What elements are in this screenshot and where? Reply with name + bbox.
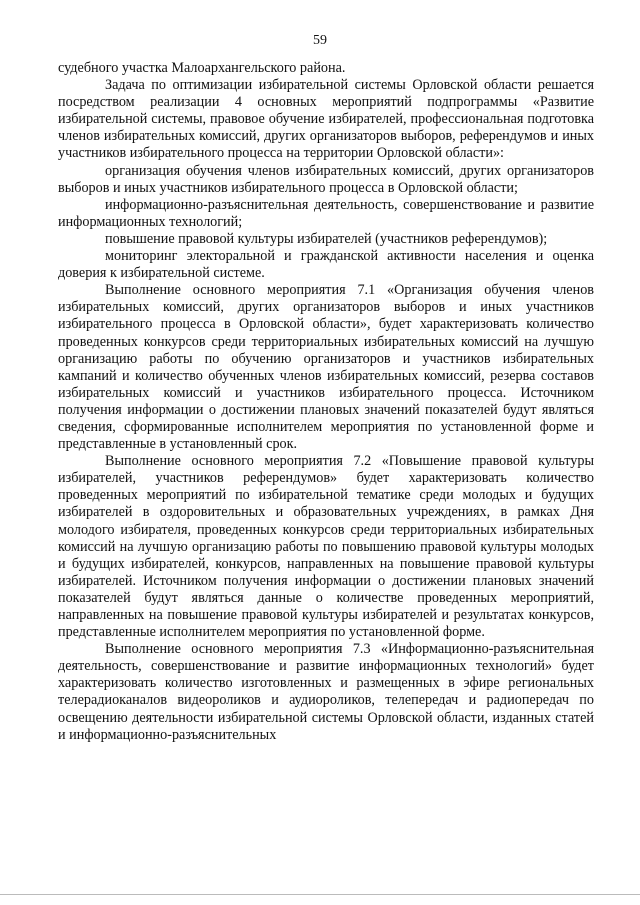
paragraph-3: организация обучения членов избирательных комиссий, других организаторов выборов и иных участников избирательного процесса в Орловской области; [58, 162, 594, 196]
paragraph-4: информационно-разъяснительная деятельность, совершенствование и развитие информационных технологий; [58, 196, 594, 230]
paragraph-5: повышение правовой культуры избирателей (участников референдумов); [105, 230, 548, 247]
page-bottom-edge [0, 894, 640, 895]
paragraph-9: Выполнение основного мероприятия 7.3 «Информационно-разъяснительная деятельность, совершенствование и развитие информационных технологий» будет характеризовать количество изготовленных и размещенных в эфире региональных телерадиоканалов видеороликов и аудиороликов, телепередач и радиопередач по освещению деятельности избирательной системы Орловской области, изданных статей и информационно-разъяснительных [58, 641, 594, 743]
body-text [58, 60, 594, 744]
page-number: 59 [313, 33, 327, 48]
paragraph-7: Выполнение основного мероприятия 7.1 «Организация обучения членов избирательных комиссий, других организаторов выборов и иных участников избирательного процесса в Орловской области», будет характеризовать количество проведенных конкурсов среди территориальных избирательных комиссий на лучшую организацию работы по обучению организаторов и участников избирательных кампаний и количество обученных членов избирательных комиссий, резерва составов избирательных комиссий и участников избирательного процесса. Источником получения информации о достижении плановых значений показателей будут являться сведения, сформированные исполнителем мероприятия по установленной форме и представленные в установленный срок. [58, 282, 594, 453]
paragraph-8: Выполнение основного мероприятия 7.2 «Повышение правовой культуры избирателей, участников референдумов» будет характеризовать количество проведенных мероприятий по избирательной тематике среди молодых и будущих избирателей в оздоровительных и образовательных учреждениях, в рамках Дня молодого избирателя, проведенных конкурсов среди территориальных избирательных комиссий на лучшую организацию работы по повышению правовой культуры молодых и будущих избирателей, конкурсов, направленных на повышение правовой культуры избирателей. Источником получения информации о достижении плановых значений показателей будут являться данные о количестве проведенных мероприятий, направленных на повышение правовой культуры избирателей и результатах конкурсов, представленные исполнителем мероприятия по установленной форме. [58, 453, 594, 641]
paragraph-6: мониторинг электоральной и гражданской активности населения и оценка доверия к избирательной системе. [58, 248, 594, 282]
paragraph-2: Задача по оптимизации избирательной системы Орловской области решается посредством реализации 4 основных мероприятий подпрограммы «Развитие избирательной системы, правовое обучение избирателей, профессиональная подготовка членов избирательных комиссий, других организаторов выборов, референдумов и иных участников избирательного процесса на территории Орловской области»: [58, 77, 594, 162]
paragraph-1: судебного участка Малоархангельского района. [58, 60, 346, 76]
